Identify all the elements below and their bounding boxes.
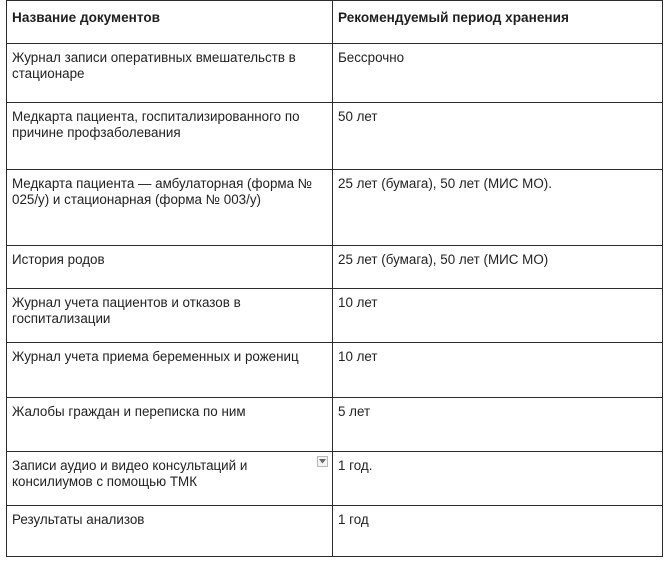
document-cell: Результаты анализов xyxy=(7,506,333,557)
document-cell: Медкарта пациента, госпитализированного по причине профзаболевания xyxy=(7,102,333,169)
table-row xyxy=(7,44,663,103)
document-cell: Журнал записи оперативных вмешательств в стационаре xyxy=(7,44,333,103)
period-cell: 10 лет xyxy=(333,343,663,397)
period-cell: 25 лет (бумага), 50 лет (МИС МО) xyxy=(333,245,663,288)
document-text: Записи аудио и видео консультаций и консилиумов с помощью ТМК xyxy=(12,457,248,489)
document-cell: История родов xyxy=(7,245,333,288)
header-documents: Название документов xyxy=(7,1,333,44)
period-cell: 10 лет xyxy=(333,289,663,343)
table-row xyxy=(7,451,663,505)
table-row xyxy=(7,343,663,397)
period-cell: 1 год xyxy=(333,506,663,557)
period-cell: 1 год. xyxy=(333,451,663,505)
cell-dropdown-button[interactable] xyxy=(317,456,328,467)
document-cell: Журнал учета приема беременных и рожениц xyxy=(7,343,333,397)
document-cell: Жалобы граждан и переписка по ним xyxy=(7,397,333,451)
document-cell: Медкарта пациента — амбулаторная (форма № 025/у) и стационарная (форма № 003/у) xyxy=(7,170,333,246)
table-row xyxy=(7,289,663,343)
period-cell: 50 лет xyxy=(333,102,663,169)
triangle-down-icon xyxy=(319,459,326,464)
document-cell: Журнал учета пациентов и отказов в госпитализации xyxy=(7,289,333,343)
table-row xyxy=(7,397,663,451)
table-row xyxy=(7,170,663,246)
table-row xyxy=(7,245,663,288)
period-cell: Бессрочно xyxy=(333,44,663,103)
period-cell: 25 лет (бумага), 50 лет (МИС МО). xyxy=(333,170,663,246)
table-header-row xyxy=(7,1,663,44)
document-cell xyxy=(7,451,333,505)
header-period: Рекомендуемый период хранения xyxy=(333,1,663,44)
table-row xyxy=(7,102,663,169)
period-cell: 5 лет xyxy=(333,397,663,451)
table-row xyxy=(7,506,663,557)
document-retention-table xyxy=(6,0,663,557)
